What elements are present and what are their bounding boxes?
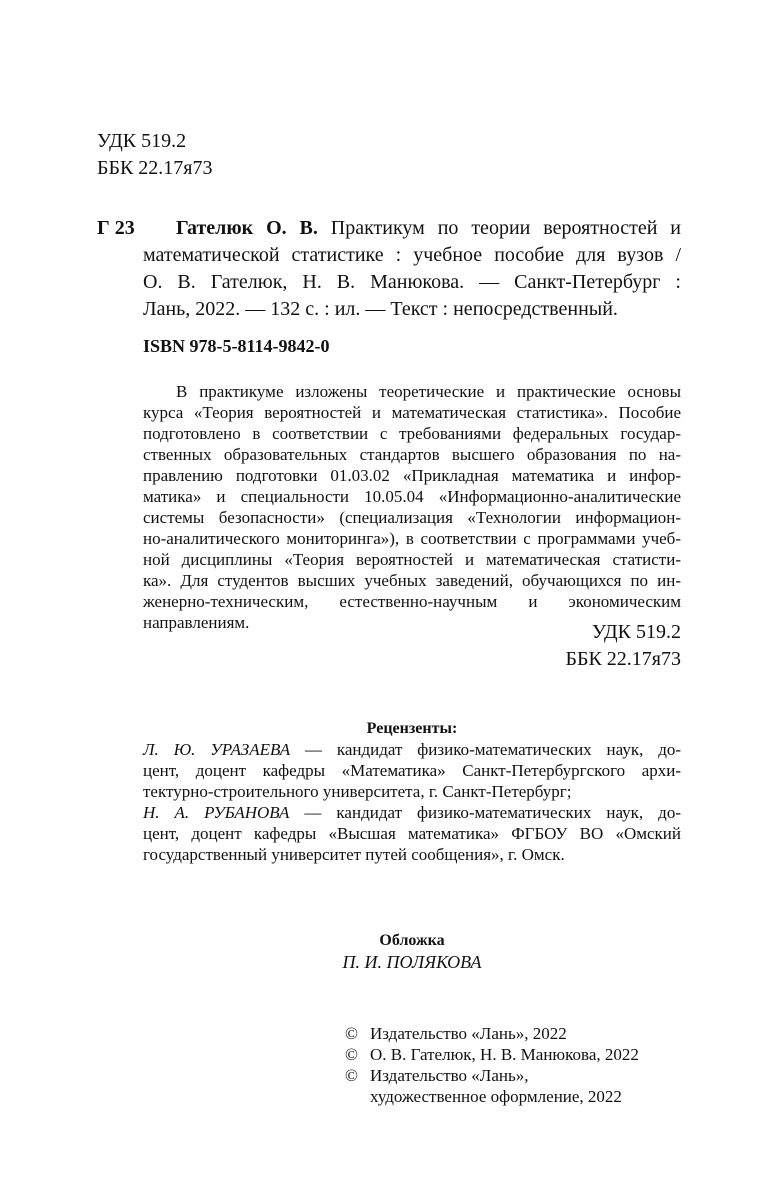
catalog-line: математической статистике : учебное пособие для вузов /: [143, 244, 681, 266]
reviewer-name: Л. Ю. УРАЗАЕВА: [143, 740, 291, 759]
udk-code: УДК 519.2: [97, 130, 187, 152]
reviewer-line: Л. Ю. УРАЗАЕВА — кандидат физико-математических наук, до-: [143, 740, 681, 759]
udk-code: УДК 519.2: [591, 621, 681, 643]
annotation-line: ственных образовательных стандартов высшего образования по на-: [143, 445, 681, 464]
annotation-line: направлениям.: [143, 613, 250, 632]
annotation-line: подготовлено в соответствии с требованиями федеральных государ-: [143, 424, 681, 443]
catalog-author: Гателюк О. В.: [176, 217, 318, 239]
bottom-codes: [565, 619, 681, 673]
catalog-title: Практикум по теории вероятностей и: [330, 217, 682, 239]
catalog-entry: [143, 215, 681, 323]
copyright-block: [345, 1023, 639, 1107]
bbk-code: ББК 22.17я73: [97, 157, 213, 179]
cover-heading: Обложка: [379, 932, 445, 949]
reviewer-line: государственный университет путей сообщения», г. Омск.: [143, 845, 565, 864]
annotation-line: системы безопасности» (специализация «Технологии информацион-: [143, 508, 681, 527]
copyright-line: © Издательство «Лань»,: [345, 1066, 529, 1085]
cover-credit: [143, 931, 681, 973]
annotation-line: правлению подготовки 01.03.02 «Прикладная математика и инфор-: [143, 466, 681, 485]
cover-name: П. И. ПОЛЯКОВА: [342, 952, 482, 972]
reviewer-line: цент, доцент кафедры «Высшая математика» ФГБОУ ВО «Омский: [143, 824, 681, 843]
reviewers-heading: Рецензенты:: [366, 720, 458, 737]
isbn: ISBN 978-5-8114-9842-0: [143, 336, 330, 356]
annotation-line: ной дисциплины «Теория вероятностей и математическая статисти-: [143, 550, 681, 569]
annotation-line: ка». Для студентов высших учебных заведений, обучающихся по ин-: [143, 571, 681, 590]
reviewers: [143, 739, 681, 865]
copyright-line: © Издательство «Лань», 2022: [345, 1024, 567, 1043]
author-mark: Г 23: [97, 217, 135, 239]
annotation-line: матика» и специальности 10.05.04 «Информационно-аналитические: [143, 487, 681, 506]
catalog-line: Лань, 2022. — 132 с. : ил. — Текст : непосредственный.: [143, 298, 618, 320]
top-codes: [97, 128, 213, 182]
annotation-line: курса «Теория вероятностей и математическая статистика». Пособие: [143, 403, 681, 422]
reviewer-name: Н. А. РУБАНОВА: [143, 803, 290, 822]
copyright-icon: ©: [345, 1024, 358, 1043]
catalog-line: [143, 215, 681, 242]
copyright-icon: ©: [345, 1066, 358, 1085]
annotation: [143, 381, 681, 633]
annotation-line: но-аналитического мониторинга»), в соответствии с программами учеб-: [143, 529, 681, 548]
catalog-line: О. В. Гателюк, Н. В. Манюкова. — Санкт-Петербург :: [143, 271, 681, 293]
reviewer-line: тектурно-строительного университета, г. Санкт-Петербург;: [143, 782, 572, 801]
reviewer-line: цент, доцент кафедры «Математика» Санкт-Петербургского архи-: [143, 761, 681, 780]
annotation-line: женерно-техническим, естественно-научным и экономическим: [143, 592, 681, 611]
copyright-icon: ©: [345, 1045, 358, 1064]
annotation-line: В практикуме изложены теоретические и практические основы: [176, 382, 681, 401]
reviewer-line: Н. А. РУБАНОВА — кандидат физико-математических наук, до-: [143, 803, 681, 822]
bbk-code: ББК 22.17я73: [565, 648, 681, 670]
copyright-line: © О. В. Гателюк, Н. В. Манюкова, 2022: [345, 1045, 639, 1064]
copyright-line: художественное оформление, 2022: [370, 1087, 622, 1106]
